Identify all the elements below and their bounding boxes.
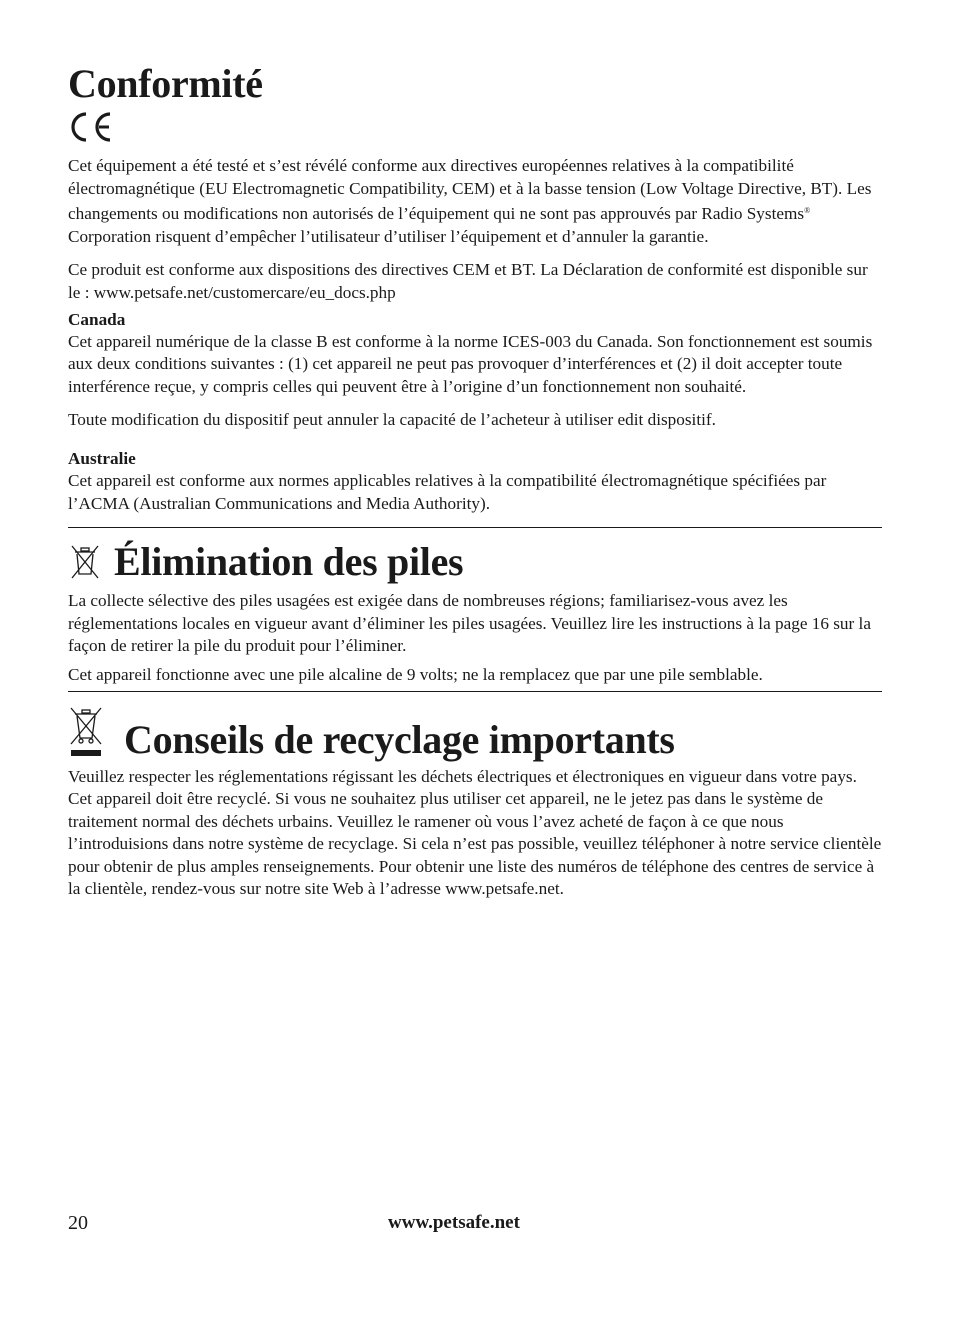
australie-heading: Australie	[68, 448, 136, 468]
elimination-paragraph-2: Cet appareil fonctionne avec une pile alcaline de 9 volts; ne la remplacez que par une pile semblable.	[68, 664, 763, 684]
recyclage-title: Conseils de recyclage importants	[124, 716, 675, 762]
conformite-title: Conformité	[68, 61, 263, 106]
registered-mark: ®	[804, 206, 811, 216]
conformite-paragraph-2: Ce produit est conforme aux dispositions des directives CEM et BT. La Déclaration de conformité est disponible sur le : www.petsafe.net/customercare/eu_docs.php	[68, 260, 868, 302]
elimination-title: Élimination des piles	[114, 539, 464, 585]
section-divider	[68, 691, 882, 692]
ce-mark-icon	[68, 110, 114, 144]
crossed-bin-icon	[68, 544, 102, 580]
crossed-bin-bar-icon	[68, 706, 104, 760]
recyclage-paragraph: Veuillez respecter les réglementations régissant les déchets électriques et électroniques en vigueur dans votre pays. Cet appareil doit être recyclé. Si vous ne souhaitez plus utiliser cet appareil, ne le jetez pas dans le système de traitement normal des déchets urbains. Veuillez le ramener où vous l’avez acheté de façon à ce que nous l’introduisions dans notre système de recyclage. Si cela n’est pas possible, veuillez téléphoner à notre service clientèle pour obtenir de plus amples renseignements. Pour obtenir une liste des numéros de téléphone des centres de service à la clientèle, rendez-vous sur notre site Web à l’adresse www.petsafe.net.	[68, 766, 882, 899]
canada-paragraph-2: Toute modification du dispositif peut annuler la capacité de l’acheteur à utiliser edit dispositif.	[68, 410, 716, 430]
footer-website: www.petsafe.net	[388, 1212, 520, 1233]
elimination-paragraph-1: La collecte sélective des piles usagées est exigée dans de nombreuses régions; familiarisez-vous avez les réglementations locales en vigueur avant d’éliminer les piles usagées. Veuillez lire les instructions à la page 16 sur la façon de retirer la pile du produit pour l’éliminer.	[68, 591, 871, 656]
australie-paragraph: Cet appareil est conforme aux normes applicables relatives à la compatibilité électromagnétique spécifiées par l’ACMA (Australian Communications and Media Authority).	[68, 470, 827, 513]
elimination-header	[68, 540, 882, 584]
recyclage-header	[68, 704, 882, 762]
conformite-paragraph-1: Cet équipement a été testé et s’est révélé conforme aux directives européennes relatives à la compatibilité électromagnétique (EU Electromagnetic Compatibility, CEM) et à la basse tension (Low Voltage Directive, BT). Les changements ou modifications non autorisés de l’équipement qui ne sont pas approuvés par Radio Systems® Corporation risquent d’empêcher l’utilisateur d’utiliser l’équipement et d’annuler la garantie.	[68, 156, 872, 246]
page-content	[68, 62, 882, 901]
section-divider	[68, 527, 882, 528]
canada-heading: Canada	[68, 309, 126, 329]
page-number: 20	[68, 1212, 88, 1234]
canada-paragraph-1: Cet appareil numérique de la classe B est conforme à la norme ICES-003 du Canada. Son fonctionnement est soumis aux deux conditions suivantes : (1) cet appareil ne peut pas provoquer d’interférences et (2) il doit accepter toute interférence reçue, y compris celles qui peuvent être à l’origine d’un fonctionnement non souhaité.	[68, 331, 873, 396]
